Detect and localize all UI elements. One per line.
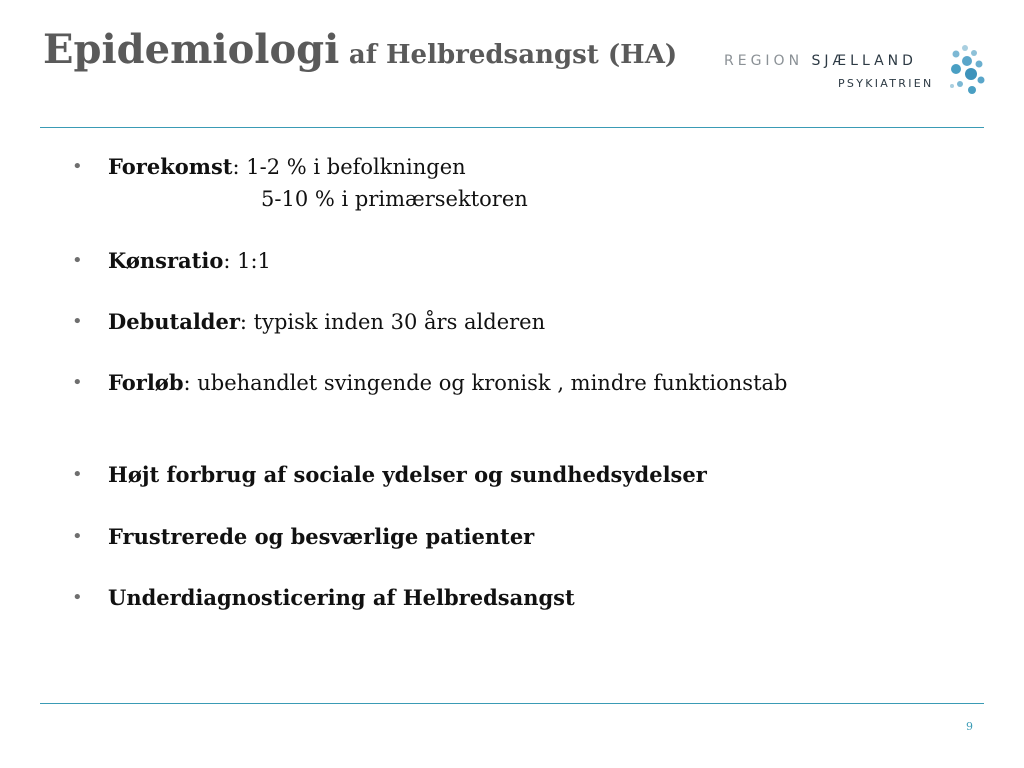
bullet-term: Frustrerede og besværlige patienter	[108, 524, 535, 549]
logo-subtitle: PSYKIATRIEN	[838, 77, 934, 90]
page-number: 9	[966, 720, 973, 733]
slide-title	[43, 26, 677, 73]
title-main: Epidemiologi	[43, 26, 340, 73]
bullet-forekomst	[72, 151, 528, 215]
logo-word-region: REGION	[724, 53, 804, 69]
region-sjaelland-logo	[720, 40, 990, 100]
bullet-term: Forløb	[108, 370, 184, 395]
bullet-continuation: 5-10 % i primærsektoren	[261, 187, 528, 211]
bullet-dot: •	[72, 250, 83, 271]
logo-wordmark	[724, 53, 917, 69]
title-subtitle: af Helbredsangst (HA)	[348, 40, 678, 70]
bullet-dot: •	[72, 464, 83, 485]
bullet-term: Forekomst	[108, 154, 233, 179]
bullet-forlob	[72, 367, 787, 399]
header-divider	[40, 127, 984, 128]
bullet-dot: •	[72, 587, 83, 608]
bullet-dot: •	[72, 311, 83, 332]
footer-divider	[40, 703, 984, 704]
bullet-underdiagnosticering	[72, 582, 575, 614]
bullet-dot: •	[72, 156, 83, 177]
bullet-term: Debutalder	[108, 309, 240, 334]
logo-dots-icon	[947, 43, 987, 99]
bullet-debutalder	[72, 306, 545, 338]
logo-word-sjaelland: SJÆLLAND	[811, 53, 917, 69]
bullet-term: Kønsratio	[108, 248, 224, 273]
bullet-term: Højt forbrug af sociale ydelser og sundhedsydelser	[108, 462, 707, 487]
bullet-dot: •	[72, 526, 83, 547]
bullet-text: : typisk inden 30 års alderen	[239, 310, 546, 334]
bullet-text: : 1:1	[223, 249, 271, 273]
bullet-text: : 1-2 % i befolkningen	[232, 155, 466, 179]
bullet-hojt-forbrug	[72, 459, 707, 491]
bullet-frustrerede	[72, 521, 534, 553]
bullet-text: : ubehandlet svingende og kronisk , mindre funktionstab	[183, 371, 788, 395]
bullet-term: Underdiagnosticering af Helbredsangst	[108, 585, 575, 610]
bullet-konsratio	[72, 245, 271, 277]
bullet-dot: •	[72, 372, 83, 393]
